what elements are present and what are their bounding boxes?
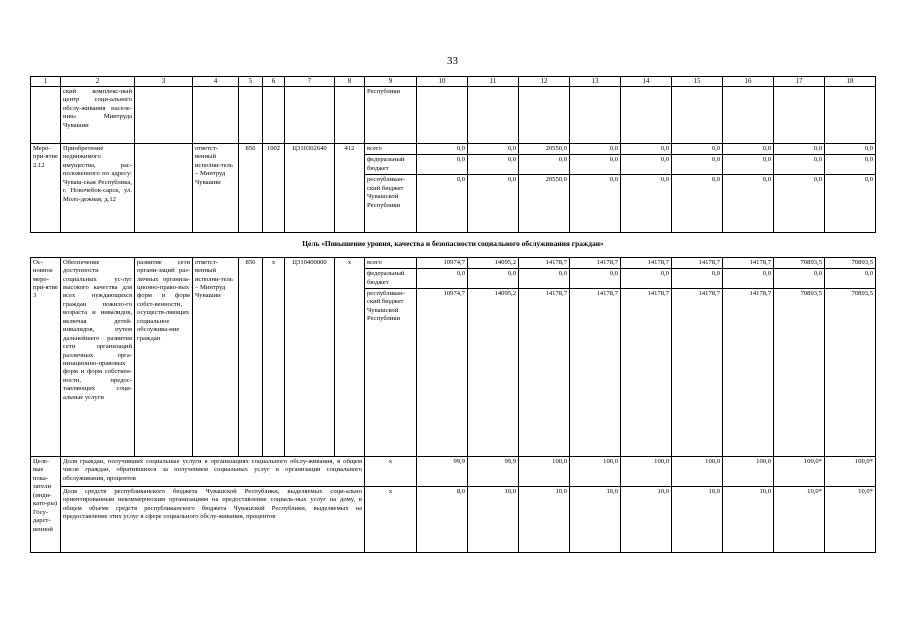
value-cell: 14178,7 <box>672 289 723 457</box>
col-header: 5 <box>239 77 263 87</box>
value-cell: 100,0 <box>570 457 621 487</box>
value-cell: 10,0* <box>825 487 876 553</box>
value-cell: 20550,0 <box>519 175 570 233</box>
value-cell: 100,0* <box>774 457 825 487</box>
value-cell: 100,0 <box>672 457 723 487</box>
table-row <box>31 457 876 487</box>
value-cell: 0,0 <box>825 269 876 289</box>
indicators-label: Целе-вые пока-затели (инди-като-ры) Госу-дарст-венной <box>31 457 61 553</box>
event-executor: ответст-венный исполни-тель – Минтруд Чувашии <box>193 143 239 232</box>
value-cell: 10,0 <box>621 487 672 553</box>
col-header: 17 <box>774 77 825 87</box>
value-cell: 99,9 <box>417 457 468 487</box>
cont-source: Республики <box>365 86 417 143</box>
value-cell: 8,0 <box>417 487 468 553</box>
goal-row <box>31 233 876 257</box>
value-cell: 14178,7 <box>519 257 570 268</box>
main-event-description: Обеспечение доступности социальных ус-луг высокого качества для всех нуждающихся граждан пожило-го возраста и инвалидов, включая детей-инвалидов, путем дальнейшего развития сети организаций различных орга-низационно-правовых форм и форм собствен-ности, предос-тавляющих соци-альные услуги <box>61 257 135 456</box>
value-cell: 0,0 <box>774 143 825 154</box>
value-cell: 100,0 <box>723 457 774 487</box>
value-cell: 14178,7 <box>723 289 774 457</box>
indicator-mark: х <box>365 487 417 553</box>
funding-source: федеральный бюджет <box>365 269 417 289</box>
value-cell: 14178,7 <box>570 257 621 268</box>
value-cell: 0,0 <box>519 269 570 289</box>
indicator-text: Доля граждан, получивших социальные услуги в организациях социального обслу-живания, в общем числе граждан, обратившихся за получением социальных услуг в организации социального обслуживания, процентов <box>61 457 365 487</box>
goal-title: Цель «Повышение уровня, качества и безопасности социального обслуживания граждан» <box>31 233 876 257</box>
event-label: Меро-при-ятие 2.12 <box>31 143 61 232</box>
value-cell: 100,0 <box>519 457 570 487</box>
continuation-row <box>31 86 876 143</box>
main-event-grbs: 856 <box>239 257 263 456</box>
value-cell: 0,0 <box>468 269 519 289</box>
value-cell: 0,0 <box>774 269 825 289</box>
col-header: 6 <box>263 77 285 87</box>
value-cell: 0,0 <box>774 155 825 175</box>
cont-executor: ский комплекс-ный центр соци-ального обслу-живания населе-ния» Минтруда Чувашии <box>61 86 135 143</box>
value-cell: 0,0 <box>621 269 672 289</box>
value-cell: 14178,7 <box>723 257 774 268</box>
value-cell: 14095,2 <box>468 257 519 268</box>
value-cell: 70893,5 <box>774 289 825 457</box>
value-cell: 0,0 <box>825 175 876 233</box>
value-cell: 0,0 <box>417 269 468 289</box>
indicator-text: Доля средств республиканского бюджета Чувашской Республики, выделяемых соци-ально ориентированным некоммерческим организациям на предоставление социаль-ных услуг на дому, в общем объеме средств республиканского бюджета Чувашской Республики, выделяемых на предоставление этих услуг в сфере социального обслу-живания, процентов <box>61 487 365 553</box>
funding-source: всего <box>365 143 417 154</box>
value-cell: 10974,7 <box>417 257 468 268</box>
value-cell: 14095,2 <box>468 289 519 457</box>
main-event-section: х <box>263 257 285 456</box>
value-cell: 0,0 <box>825 155 876 175</box>
value-cell: 14178,7 <box>570 289 621 457</box>
col-header: 9 <box>365 77 417 87</box>
value-cell: 0,0 <box>723 155 774 175</box>
value-cell: 14178,7 <box>621 257 672 268</box>
value-cell: 70893,5 <box>774 257 825 268</box>
table-row <box>31 257 876 268</box>
value-cell: 99,9 <box>468 457 519 487</box>
value-cell: 0,0 <box>774 175 825 233</box>
column-number-row <box>31 77 876 87</box>
value-cell: 70893,5 <box>825 257 876 268</box>
main-event-executor: ответст-венный исполни-тель – Минтруд Чувашии <box>193 257 239 456</box>
program-table <box>30 76 876 553</box>
value-cell: 0,0 <box>570 143 621 154</box>
page-number: 33 <box>447 55 458 67</box>
funding-source: республикан-ский бюджет Чувашской Республики <box>365 289 417 457</box>
main-event-target-article: Ц310400000 <box>285 257 335 456</box>
funding-source: республикан-ский бюджет Чувашской Республики <box>365 175 417 233</box>
main-event-expense-type: х <box>335 257 365 456</box>
main-event-goal-link: развитие сети органи-заций раз-личных организа-ционно-право-вых форм и форм собст-венности, осуществ-ляющих социальное обслужива-ние граждан <box>135 257 193 456</box>
value-cell: 0,0 <box>672 175 723 233</box>
value-cell: 0,0 <box>723 175 774 233</box>
value-cell: 10,0 <box>519 487 570 553</box>
event-description: Приобретение недвижимого имущества, рас-положенного по адресу: Чуваш-ская Республика, г. Новочебок-сарск, ул. Моло-дежная, д.12 <box>61 143 135 232</box>
col-header: 7 <box>285 77 335 87</box>
event-target-article: Ц310302640 <box>285 143 335 232</box>
value-cell: 0,0 <box>519 155 570 175</box>
value-cell: 10,0 <box>672 487 723 553</box>
col-header: 4 <box>193 77 239 87</box>
value-cell: 0,0 <box>621 175 672 233</box>
value-cell: 14178,7 <box>672 257 723 268</box>
event-expense-type: 412 <box>335 143 365 232</box>
value-cell: 70893,5 <box>825 289 876 457</box>
value-cell: 14178,7 <box>519 289 570 457</box>
col-header: 10 <box>417 77 468 87</box>
event-section: 1002 <box>263 143 285 232</box>
value-cell: 10,0* <box>774 487 825 553</box>
col-header: 1 <box>31 77 61 87</box>
main-event-label: Ос-новное меро-при-ятие 3 <box>31 257 61 456</box>
value-cell: 10974,7 <box>417 289 468 457</box>
indicator-mark: х <box>365 457 417 487</box>
value-cell: 0,0 <box>825 143 876 154</box>
value-cell: 10,0 <box>468 487 519 553</box>
value-cell: 0,0 <box>417 143 468 154</box>
funding-source: федеральный бюджет <box>365 155 417 175</box>
table-row <box>31 143 876 154</box>
value-cell: 0,0 <box>723 143 774 154</box>
value-cell: 0,0 <box>621 155 672 175</box>
col-header: 13 <box>570 77 621 87</box>
value-cell: 0,0 <box>570 175 621 233</box>
value-cell: 0,0 <box>570 155 621 175</box>
value-cell: 0,0 <box>723 269 774 289</box>
value-cell: 0,0 <box>417 155 468 175</box>
col-header: 14 <box>621 77 672 87</box>
value-cell: 0,0 <box>468 175 519 233</box>
col-header: 2 <box>61 77 135 87</box>
col-header: 16 <box>723 77 774 87</box>
value-cell: 20550,0 <box>519 143 570 154</box>
funding-source: всего <box>365 257 417 268</box>
value-cell: 0,0 <box>570 269 621 289</box>
value-cell: 0,0 <box>417 175 468 233</box>
value-cell: 14178,7 <box>621 289 672 457</box>
value-cell: 0,0 <box>468 155 519 175</box>
value-cell: 0,0 <box>621 143 672 154</box>
col-header: 18 <box>825 77 876 87</box>
value-cell: 0,0 <box>672 143 723 154</box>
value-cell: 10,0 <box>570 487 621 553</box>
col-header: 3 <box>135 77 193 87</box>
value-cell: 100,0* <box>825 457 876 487</box>
value-cell: 0,0 <box>468 143 519 154</box>
col-header: 15 <box>672 77 723 87</box>
event-grbs: 856 <box>239 143 263 232</box>
table-row <box>31 487 876 553</box>
value-cell: 0,0 <box>672 155 723 175</box>
col-header: 8 <box>335 77 365 87</box>
col-header: 12 <box>519 77 570 87</box>
value-cell: 0,0 <box>672 269 723 289</box>
value-cell: 10,0 <box>723 487 774 553</box>
col-header: 11 <box>468 77 519 87</box>
value-cell: 100,0 <box>621 457 672 487</box>
